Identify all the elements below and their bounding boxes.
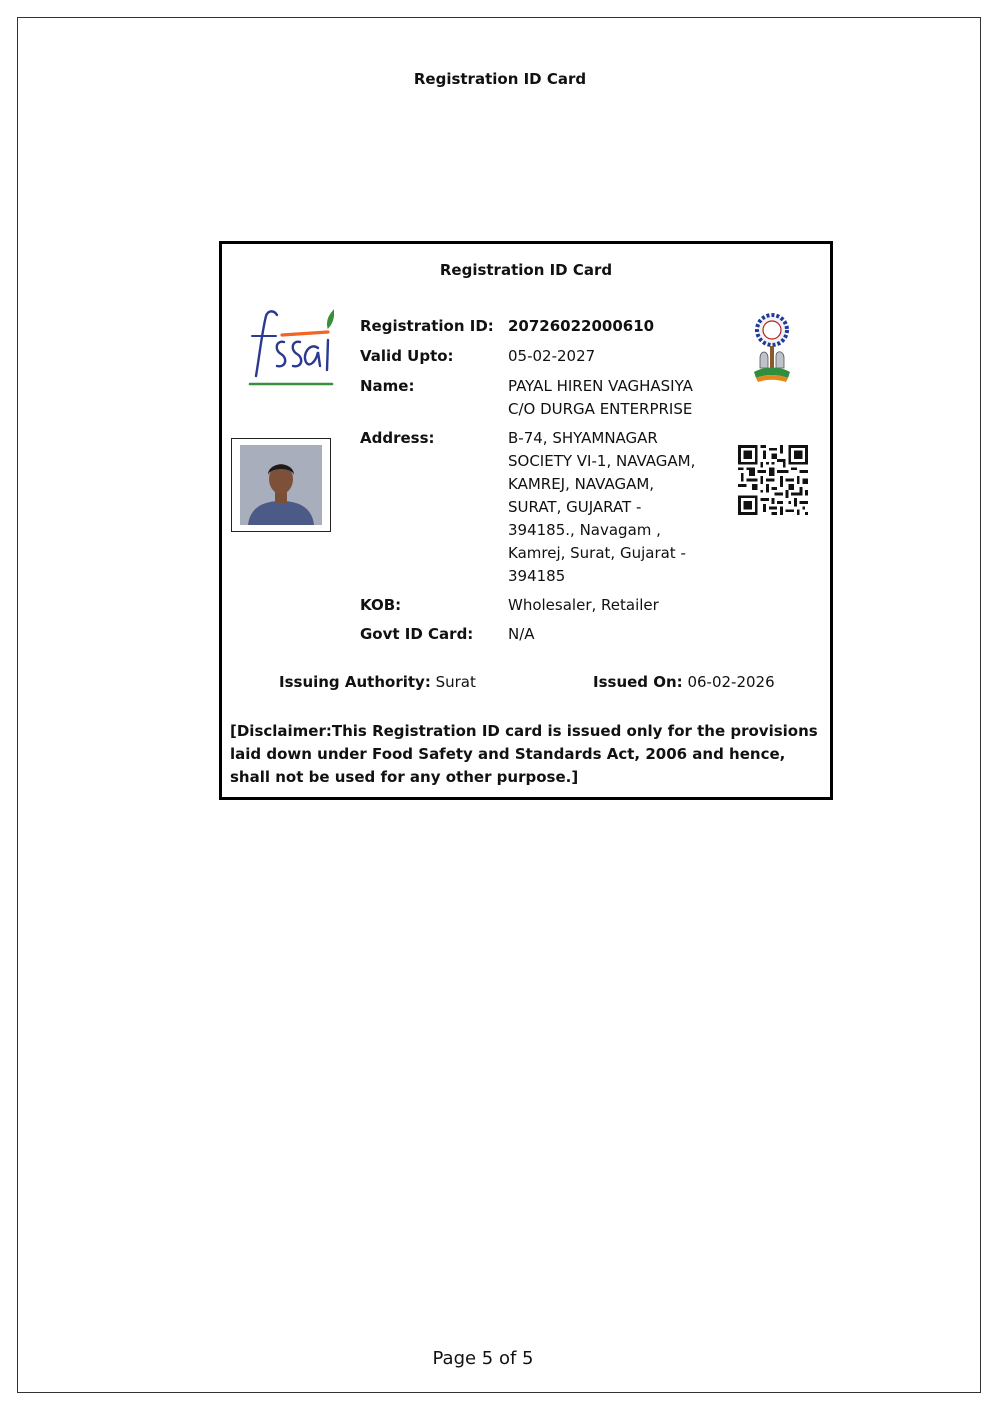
issued-on (593, 673, 775, 691)
address-line: Kamrej, Surat, Gujarat - (508, 544, 686, 562)
address-line: 394185., Navagam , (508, 521, 661, 539)
qr-code (738, 445, 808, 515)
page-number: Page 5 of 5 (432, 1348, 534, 1369)
issued-on-value: 06-02-2026 (687, 673, 775, 691)
address-line: B-74, SHYAMNAGAR (508, 429, 658, 447)
address-line: 394185 (508, 567, 566, 585)
disclaimer: [Disclaimer:This Registration ID card is issued only for the provisions laid down under Food Safety and Standards Act, 2006 and hence, shall not be used for any other purpose.] (230, 722, 818, 786)
govt-id-value: N/A (508, 625, 535, 643)
issuing-authority-value: Surat (435, 673, 476, 691)
address-line: KAMREJ, NAVAGAM, (508, 475, 655, 493)
name-label: Name: (360, 377, 415, 395)
fdca-emblem-icon (750, 310, 794, 390)
address-line: SURAT, GUJARAT - (508, 498, 642, 516)
address-value (508, 427, 718, 588)
issued-on-label: Issued On: (593, 673, 683, 691)
applicant-photo (240, 445, 322, 525)
card-title: Registration ID Card (439, 261, 613, 279)
page-title: Registration ID Card (413, 70, 587, 88)
govt-id-label: Govt ID Card: (360, 625, 474, 643)
applicant-photo-frame (231, 438, 331, 532)
issuing-authority (279, 673, 476, 691)
fssai-logo (244, 302, 334, 394)
name-value-line: C/O DURGA ENTERPRISE (508, 400, 693, 418)
kob-label: KOB: (360, 596, 402, 614)
address-line: SOCIETY VI-1, NAVAGAM, (508, 452, 696, 470)
name-value-line: PAYAL HIREN VAGHASIYA (508, 377, 693, 395)
registration-id-card (219, 241, 833, 800)
address-label: Address: (360, 429, 435, 447)
name-value (508, 375, 718, 421)
registration-id-value: 20726022000610 (508, 317, 655, 335)
issuing-authority-label: Issuing Authority: (279, 673, 431, 691)
kob-value: Wholesaler, Retailer (508, 596, 659, 614)
valid-upto-value: 05-02-2027 (508, 347, 596, 365)
valid-upto-label: Valid Upto: (360, 347, 454, 365)
registration-id-label: Registration ID: (360, 317, 494, 335)
